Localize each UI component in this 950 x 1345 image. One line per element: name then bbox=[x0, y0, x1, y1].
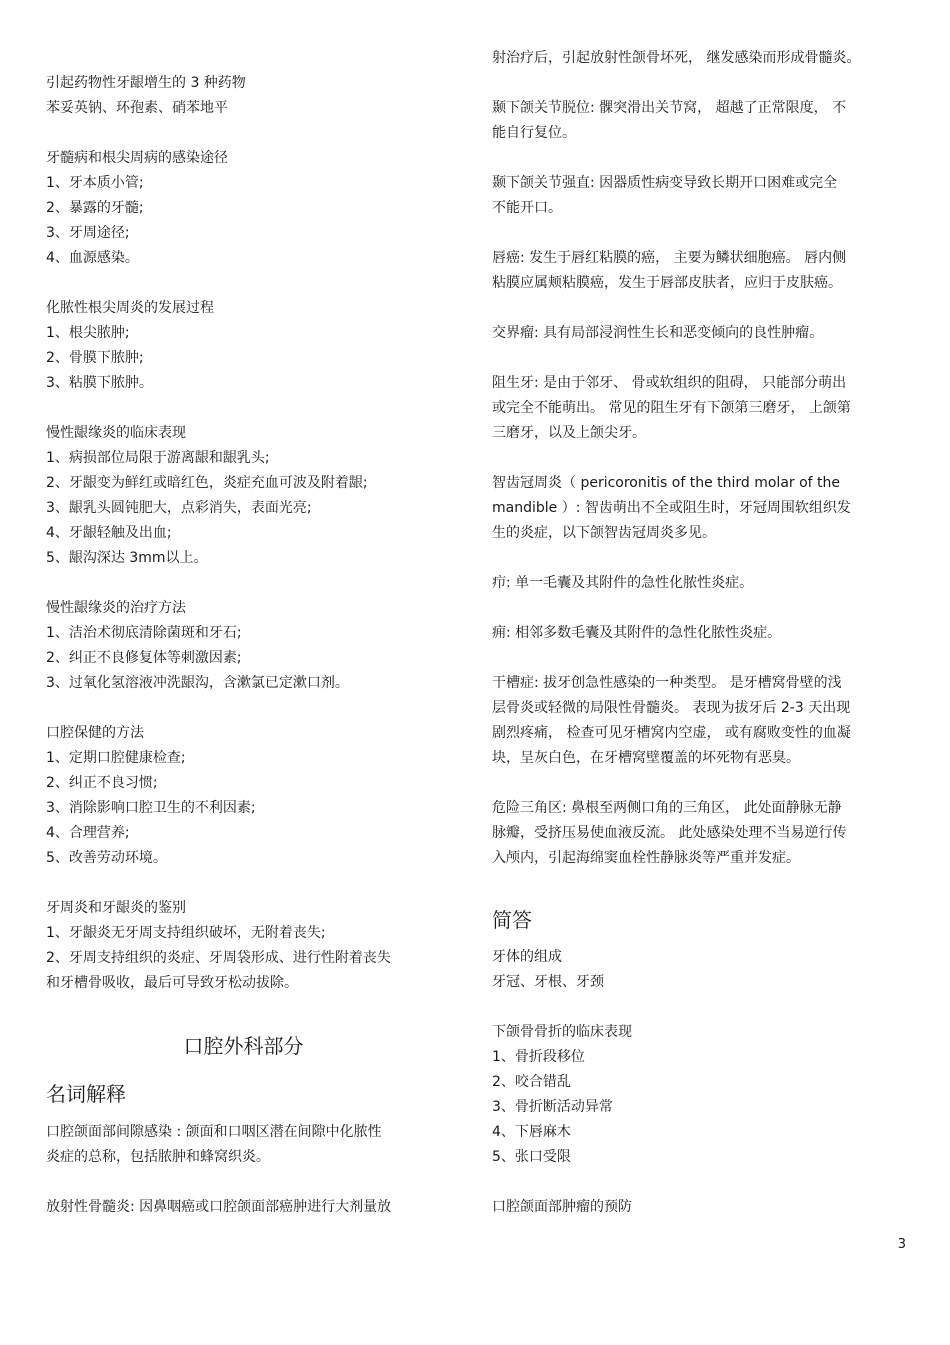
list-item: 4、血源感染。 bbox=[46, 250, 139, 266]
subheading-term-definitions: 名词解释 bbox=[46, 1082, 126, 1106]
list-item: 1、病损部位局限于游离龈和龈乳头; bbox=[46, 450, 270, 466]
list-item: 3、龈乳头圆钝肥大，点彩消失，表面光亮; bbox=[46, 500, 312, 516]
list-item: 5、改善劳动环境。 bbox=[46, 850, 167, 866]
definition-line: 颞下颌关节脱位: 髁突滑出关节窝， 超越了正常限度， 不 bbox=[492, 100, 847, 116]
definition-line: 疖: 单一毛囊及其附件的急性化脓性炎症。 bbox=[492, 575, 754, 591]
section-title-gingivitis-signs: 慢性龈缘炎的临床表现 bbox=[46, 425, 186, 441]
definition-line: 生的炎症，以下颌智齿冠周炎多见。 bbox=[492, 525, 716, 541]
definition-line: 粘膜应属颊粘膜癌，发生于唇部皮肤者，应归于皮肤癌。 bbox=[492, 275, 842, 291]
definition-line: 射治疗后，引起放射性颌骨坏死， 继发感染而形成骨髓炎。 bbox=[492, 50, 861, 66]
list-item: 2、纠正不良修复体等刺激因素; bbox=[46, 650, 242, 666]
definition-line: 口腔颌面部间隙感染 : 颌面和口咽区潜在间隙中化脓性 bbox=[46, 1124, 382, 1140]
section-title-oral-care: 口腔保健的方法 bbox=[46, 725, 144, 741]
page-number: 3 bbox=[897, 1237, 906, 1252]
definition-line: 层骨炎或轻微的局限性骨髓炎。 表现为拔牙后 2-3 天出现 bbox=[492, 700, 851, 716]
answer-line: 牙冠、牙根、牙颈 bbox=[492, 974, 604, 990]
section-heading-oral-surgery: 口腔外科部分 bbox=[183, 1034, 304, 1058]
list-item: 2、咬合错乱 bbox=[492, 1074, 571, 1090]
list-item: 1、定期口腔健康检查; bbox=[46, 750, 186, 766]
definition-line: 入颅内，引起海绵窦血栓性静脉炎等严重并发症。 bbox=[492, 850, 800, 866]
list-item: 3、骨折断活动异常 bbox=[492, 1099, 613, 1115]
list-item: 3、消除影响口腔卫生的不利因素; bbox=[46, 800, 256, 816]
definition-line: 块，呈灰白色，在牙槽窝壁覆盖的坏死物有恶臭。 bbox=[492, 750, 800, 766]
section-title-gingivitis-treatment: 慢性龈缘炎的治疗方法 bbox=[46, 600, 186, 616]
section-title-drug-gingival: 引起药物性牙龈增生的 3 种药物 bbox=[46, 75, 246, 91]
section-title-infection-routes: 牙髓病和根尖周病的感染途径 bbox=[46, 150, 228, 166]
subheading-short-answer: 简答 bbox=[492, 908, 532, 932]
list-item: 2、牙龈变为鲜红或暗红色，炎症充血可波及附着龈; bbox=[46, 475, 368, 491]
list-item: 3、牙周途径; bbox=[46, 225, 130, 241]
definition-line: 颞下颌关节强直: 因器质性病变导致长期开口困难或完全 bbox=[492, 175, 838, 191]
definition-line: 三磨牙，以及上颌尖牙。 bbox=[492, 425, 646, 441]
definition-line: 阻生牙: 是由于邻牙、 骨或软组织的阻碍， 只能部分萌出 bbox=[492, 375, 847, 391]
list-item: 5、张口受限 bbox=[492, 1149, 571, 1165]
question-title: 牙体的组成 bbox=[492, 949, 562, 965]
definition-line: 或完全不能萌出。 常见的阻生牙有下颌第三磨牙， 上颌第 bbox=[492, 400, 851, 416]
list-item: 5、龈沟深达 3mm以上。 bbox=[46, 550, 208, 566]
definition-line: 干槽症: 拔牙创急性感染的一种类型。 是牙槽窝骨壁的浅 bbox=[492, 675, 842, 691]
list-item: 3、过氧化氢溶液冲洗龈沟，含漱氯已定漱口剂。 bbox=[46, 675, 349, 691]
list-item: 4、合理营养; bbox=[46, 825, 130, 841]
definition-line: 剧烈疼痛， 检查可见牙槽窝内空虚， 或有腐败变性的血凝 bbox=[492, 725, 851, 741]
section-title-periodontitis-diff: 牙周炎和牙龈炎的鉴别 bbox=[46, 900, 186, 916]
list-item: 1、洁治术彻底清除菌斑和牙石; bbox=[46, 625, 242, 641]
question-title: 口腔颌面部肿瘤的预防 bbox=[492, 1199, 632, 1215]
list-item: 2、牙周支持组织的炎症、牙周袋形成、进行性附着丧失 bbox=[46, 950, 391, 966]
list-item: 2、暴露的牙髓; bbox=[46, 200, 144, 216]
definition-line: 交界瘤: 具有局部浸润性生长和恶变倾向的良性肿瘤。 bbox=[492, 325, 824, 341]
definition-line: 不能开口。 bbox=[492, 200, 562, 216]
definition-line: 痈: 相邻多数毛囊及其附件的急性化脓性炎症。 bbox=[492, 625, 782, 641]
list-item: 1、根尖脓肿; bbox=[46, 325, 130, 341]
list-item-continued: 和牙槽骨吸收，最后可导致牙松动拔除。 bbox=[46, 975, 298, 991]
definition-line: 能自行复位。 bbox=[492, 125, 576, 141]
definition-line: 放射性骨髓炎: 因鼻咽癌或口腔颌面部癌肿进行大剂量放 bbox=[46, 1199, 392, 1215]
list-item: 4、牙龈轻触及出血; bbox=[46, 525, 172, 541]
list-item: 1、骨折段移位 bbox=[492, 1049, 585, 1065]
definition-line: 脉瓣，受挤压易使血液反流。 此处感染处理不当易逆行传 bbox=[492, 825, 847, 841]
question-title: 下颌骨骨折的临床表现 bbox=[492, 1024, 632, 1040]
definition-line: 智齿冠周炎（ pericoronitis of the third molar of the bbox=[492, 475, 841, 491]
list-item: 4、下唇麻木 bbox=[492, 1124, 571, 1140]
list-item: 1、牙本质小管; bbox=[46, 175, 144, 191]
section-body-drugs: 苯妥英钠、环孢素、硝苯地平 bbox=[46, 100, 228, 116]
definition-line: 危险三角区: 鼻根至两侧口角的三角区， 此处面静脉无静 bbox=[492, 800, 842, 816]
definition-line: 唇癌: 发生于唇红粘膜的癌， 主要为鳞状细胞癌。 唇内侧 bbox=[492, 250, 847, 266]
definition-line: mandible ）: 智齿萌出不全或阻生时，牙冠周围软组织发 bbox=[492, 500, 851, 516]
list-item: 2、骨膜下脓肿; bbox=[46, 350, 144, 366]
section-title-periapical: 化脓性根尖周炎的发展过程 bbox=[46, 300, 214, 316]
list-item: 3、粘膜下脓肿。 bbox=[46, 375, 153, 391]
definition-line: 炎症的总称，包括脓肿和蜂窝织炎。 bbox=[46, 1149, 270, 1165]
list-item: 2、纠正不良习惯; bbox=[46, 775, 158, 791]
list-item: 1、牙龈炎无牙周支持组织破坏，无附着丧失; bbox=[46, 925, 326, 941]
